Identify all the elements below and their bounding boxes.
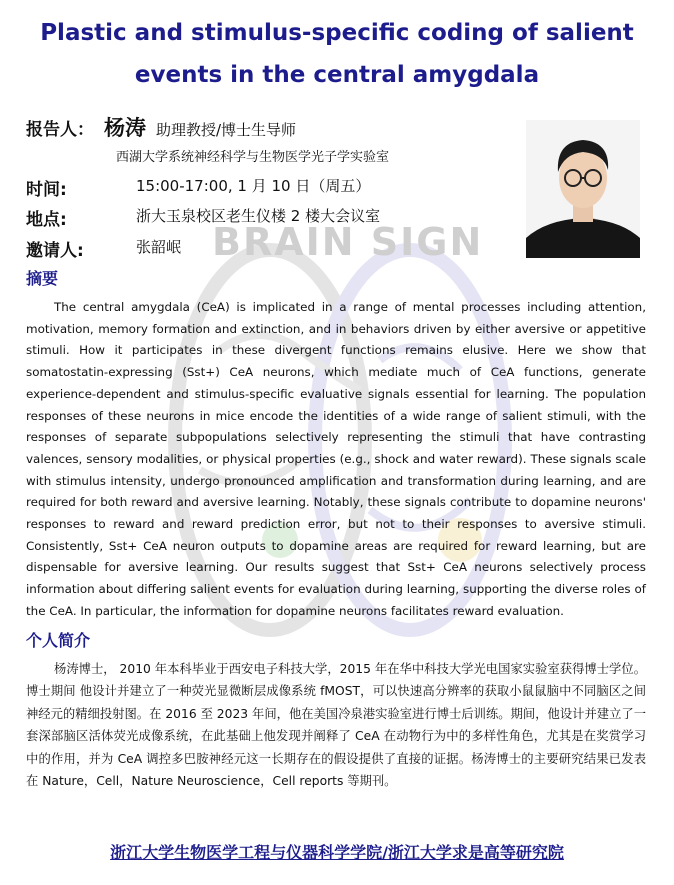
speaker-position: 助理教授/博士生导师 bbox=[156, 121, 297, 139]
page-title: Plastic and stimulus-specific coding of salient events in the central amygdala bbox=[40, 20, 634, 88]
abstract-text: The central amygdala (CeA) is implicated in a range of mental processes including attention, motivation, memory formation and extinction, and in behaviors driven by either aversive or appetitive stimuli. How it participates in these divergent functions remains elusive. Here we show that somatostatin-expressing (Sst+) CeA neurons, which mediate much of CeA functions, generate experience-dependent and stimulus-specific evaluative signals essential for learning. The population responses of these neurons in mice encode the identities of a wide range of salient stimuli, with the responses of separate subpopulations selectively representing the stimuli that have contrasting valences, sensory modalities, or physical properties (e.g., shock and water reward). These signals scale with stimulus intensity, undergo pronounced amplification and transformation during learning, and are required for both reward and aversive learning. Notably, these signals contribute to dopamine neurons' responses to reward and reward prediction error, but not to their responses to aversive stimuli. Consistently, Sst+ CeA neuron outputs to dopamine areas are required for reward learning, but are dispensable for aversive learning. Our results suggest that Sst+ CeA neurons selectively process information about differing salient events for evaluation during learning, supporting the diverse roles of the CeA. In particular, the information for dopamine neurons facilitates reward evaluation. bbox=[26, 300, 646, 618]
place-value: 浙大玉泉校区老生仪楼 2 楼大会议室 bbox=[136, 207, 381, 225]
speaker-name: 杨涛 bbox=[104, 116, 146, 140]
host-label: 邀请人: bbox=[26, 241, 84, 261]
bio-heading: 个人简介 bbox=[26, 631, 91, 650]
watermark-text: BRAIN SIGN bbox=[212, 220, 484, 264]
speaker-row bbox=[26, 112, 296, 142]
footer-institution: 浙江大学生物医学工程与仪器科学学院/浙江大学求是高等研究院 bbox=[110, 843, 564, 862]
place-row bbox=[26, 205, 506, 230]
abstract-heading: 摘要 bbox=[26, 269, 59, 288]
time-value: 15:00-17:00, 1 月 10 日（周五） bbox=[136, 177, 371, 195]
time-label: 时间: bbox=[26, 180, 67, 200]
time-row bbox=[26, 175, 506, 200]
place-label: 地点: bbox=[26, 210, 67, 230]
host-value: 张韶岷 bbox=[136, 238, 182, 256]
host-row bbox=[26, 236, 506, 261]
speaker-affiliation: 西湖大学系统神经科学与生物医学光子学实验室 bbox=[116, 150, 390, 165]
speaker-photo bbox=[526, 120, 640, 258]
speaker-label: 报告人： bbox=[26, 120, 94, 140]
bio-text: 杨涛博士， 2010 年本科毕业于西安电子科技大学，2015 年在华中科技大学光电国家实验室获得博士学位。博士期间 他设计并建立了一种荧光显微断层成像系统 fMOST，可以快速高分辨率的获取小鼠鼠脑中不同脑区之间神经元的精细投射图。在 2016 至 2023 年间，他在美国冷泉港实验室进行博士后训练。期间，他设计并建立了一套深部脑区活体荧光成像系统，在此基础上他发现并阐释了 CeA 在动物行为中的多样性角色，尤其是在奖赏学习中的作用，并为 CeA 调控多巴胺神经元这一长期存在的假设提供了直接的证据。杨涛博士的主要研究结果已发表在 Nature，Cell，Nature Neuroscience，Cell reports 等期刊。 bbox=[26, 662, 646, 789]
